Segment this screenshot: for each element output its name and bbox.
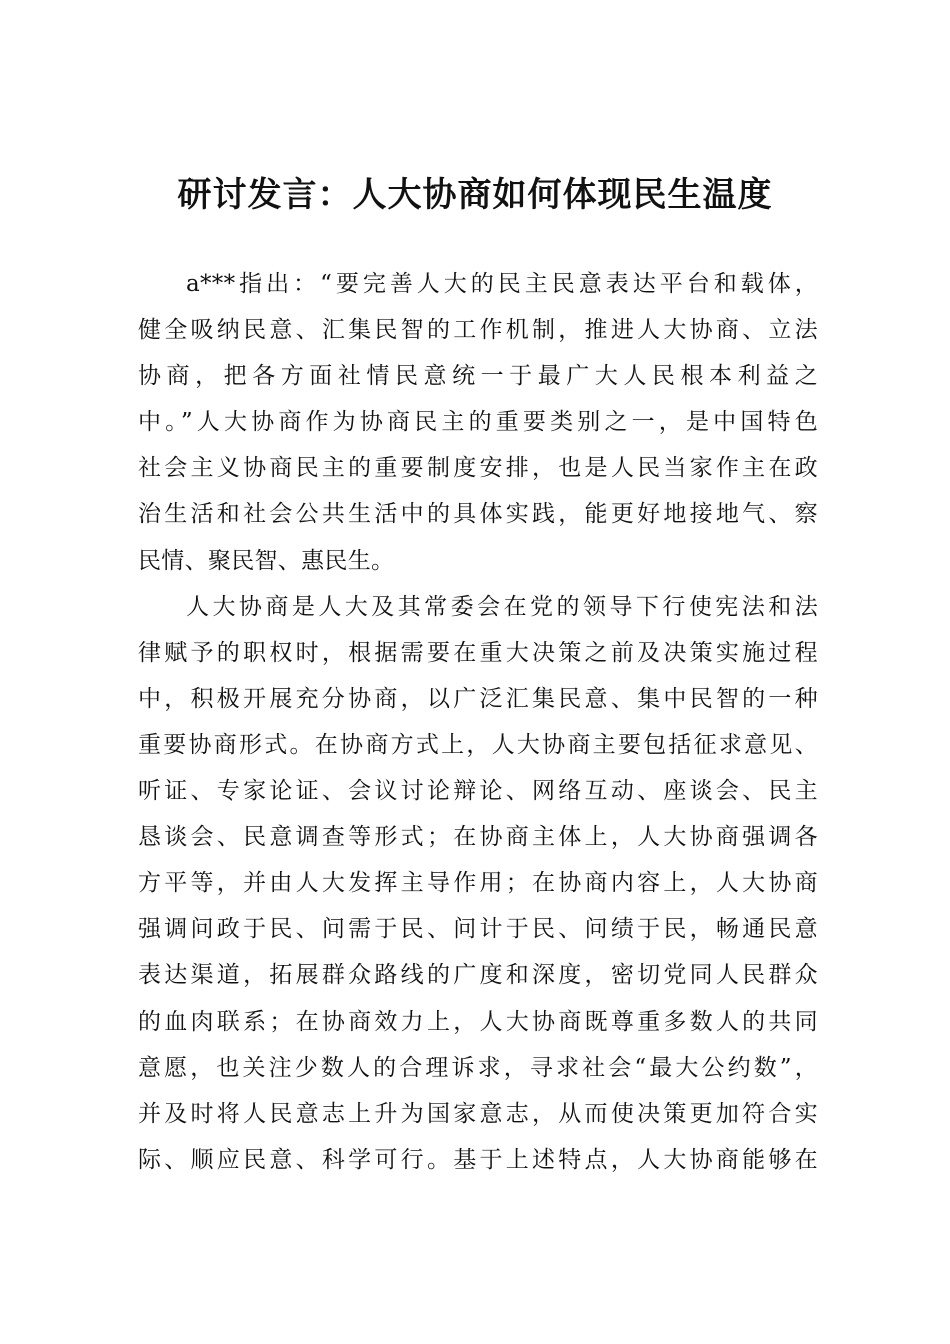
text-line: 恳谈会、民意调查等形式；在协商主体上，人大协商强调各: [138, 824, 818, 851]
paragraph-1: [138, 261, 818, 584]
text-line: 重要协商形式。在协商方式上，人大协商主要包括征求意见、: [138, 731, 818, 758]
document-body: [138, 261, 818, 1229]
text-line: 社会主义协商民主的重要制度安排，也是人民当家作主在政: [138, 455, 818, 482]
text-line: 人大协商是人大及其常委会在党的领导下行使宪法和法: [186, 593, 818, 620]
text-line: 协商，把各方面社情民意统一于最广大人民根本利益之: [138, 363, 818, 390]
text-line: a***指出：“要完善人大的民主民意表达平台和载体，: [186, 271, 818, 297]
paragraph-2: [138, 584, 818, 1229]
text-line: 际、顺应民意、科学可行。基于上述特点，人大协商能够在: [138, 1146, 818, 1173]
text-line: 治生活和社会公共生活中的具体实践，能更好地接地气、察: [138, 501, 818, 528]
text-line: 的血肉联系；在协商效力上，人大协商既尊重多数人的共同: [138, 1008, 818, 1035]
text-line: 中，积极开展充分协商，以广泛汇集民意、集中民智的一种: [138, 685, 818, 712]
text-line: 听证、专家论证、会议讨论辩论、网络互动、座谈会、民主: [138, 778, 818, 805]
text-line: 方平等，并由人大发挥主导作用；在协商内容上，人大协商: [138, 870, 818, 897]
text-line: [138, 1183, 818, 1229]
text-line: 表达渠道，拓展群众路线的广度和深度，密切党同人民群众: [138, 962, 818, 989]
document-title: 研讨发言：人大协商如何体现民生温度: [177, 175, 773, 215]
text-line: 民情、聚民智、惠民生。: [138, 547, 395, 574]
text-line: 中。”人大协商作为协商民主的重要类别之一，是中国特色: [138, 409, 818, 436]
text-line: 健全吸纳民意、汇集民智的工作机制，推进人大协商、立法: [138, 317, 818, 344]
text-line: 律赋予的职权时，根据需要在重大决策之前及决策实施过程: [138, 639, 818, 666]
text-line: 强调问政于民、问需于民、问计于民、问绩于民，畅通民意: [138, 916, 818, 943]
text-line: 并及时将人民意志上升为国家意志，从而使决策更加符合实: [138, 1100, 818, 1127]
text-line: 意愿，也关注少数人的合理诉求，寻求社会“最大公约数”，: [138, 1054, 818, 1081]
